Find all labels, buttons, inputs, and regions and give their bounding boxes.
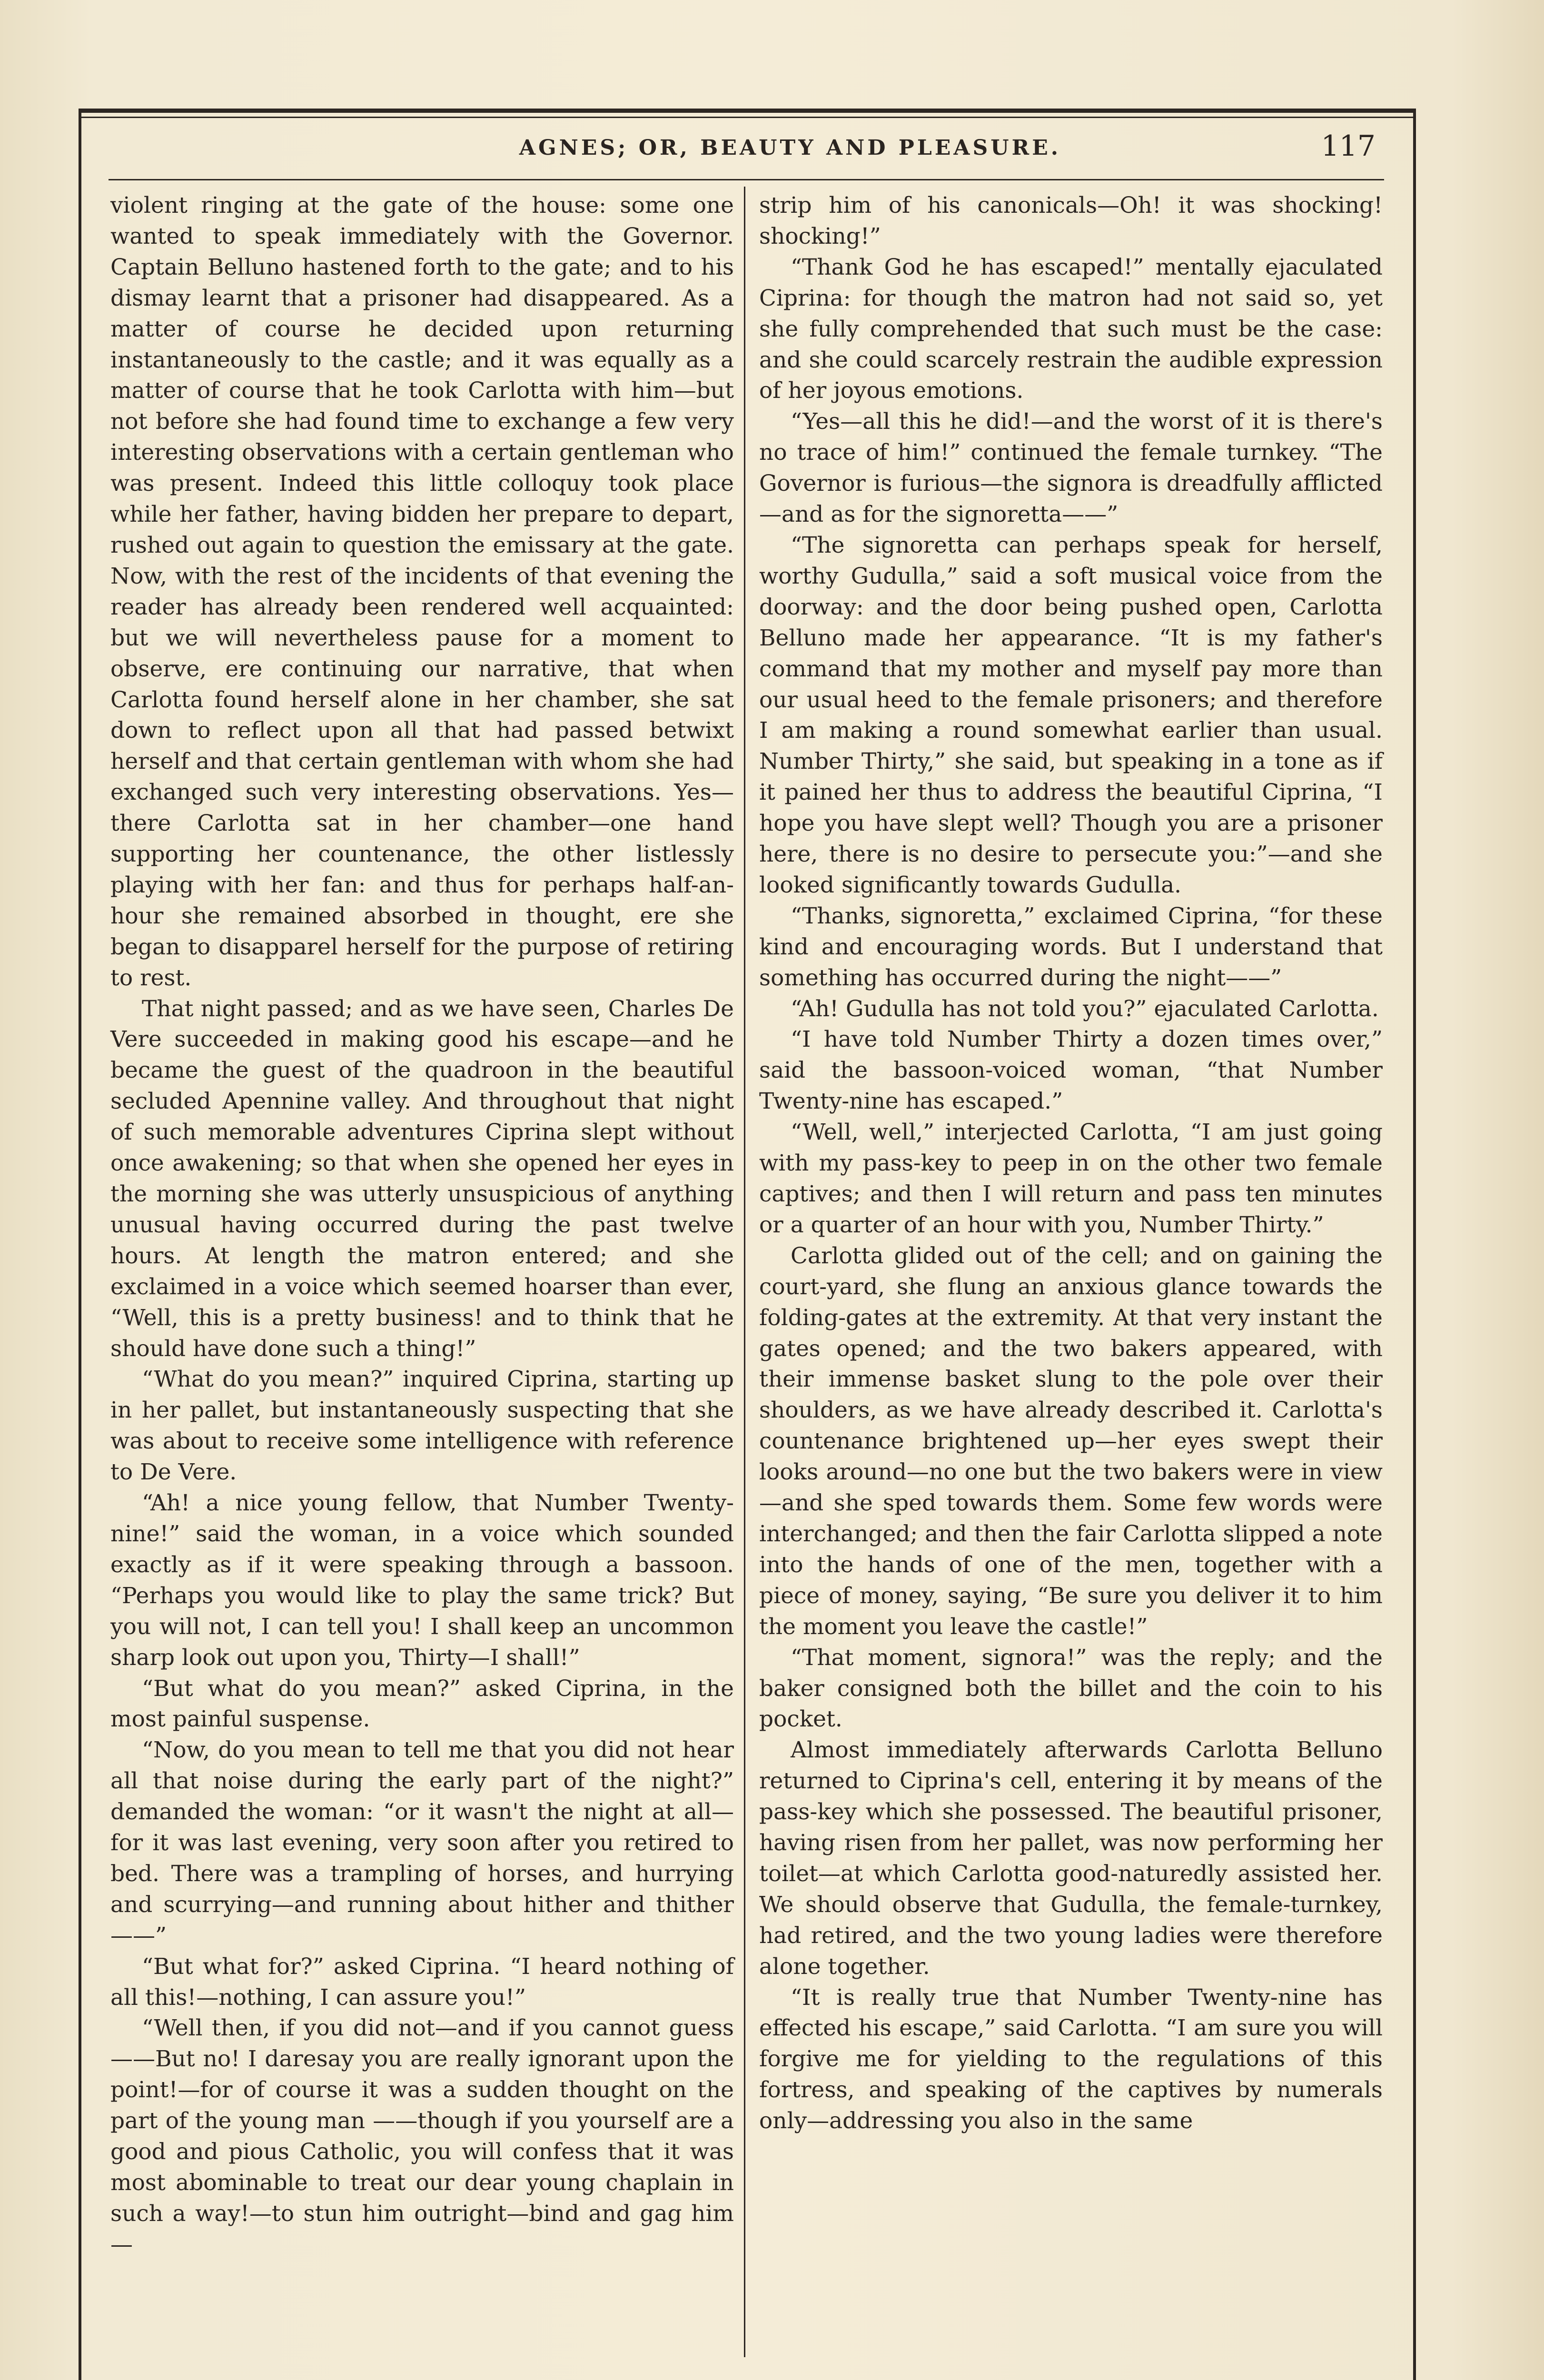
left-text-column (110, 190, 734, 2261)
paragraph: Carlotta glided out of the cell; and on gaining the court-yard, she flung an anxious glance towards the folding-gates at the extremity. At that very instant the gates opened; and the two bakers appeared, with their immense basket slung to the pole over their shoulders, as we have already described it. Carlotta's countenance brightened up—her eyes swept their looks around—no one but the two bakers were in view—and she sped towards them. Some few words were interchanged; and then the fair Carlotta slipped a note into the hands of one of the men, together with a piece of money, saying, “Be sure you deliver it to him the moment you leave the castle!” (759, 1242, 1383, 1640)
paragraph: “That moment, signora!” was the reply; and the baker consigned both the billet and the coin to his pocket. (759, 1644, 1383, 1733)
header-rule (109, 179, 1384, 180)
running-title: AGNES; OR, BEAUTY AND PLEASURE. (519, 136, 1061, 160)
paragraph: Almost immediately afterwards Carlotta Belluno returned to Ciprina's cell, entering it by means of the pass-key which she possessed. The beautiful prisoner, having risen from her pallet, was now performing her toilet—at which Carlotta good-naturedly assisted her. We should observe that Gudulla, the female-turnkey, had retired, and the two young ladies were therefore alone together. (759, 1737, 1383, 1980)
paragraph: “It is really true that Number Twenty-nine has effected his escape,” said Carlotta. “I am sure you will forgive me for yielding to the regulations of this fortress, and speaking of the captives by numerals only—addressing you also in the same (759, 1984, 1383, 2134)
paragraph: “Ah! a nice young fellow, that Number Twenty-nine!” said the woman, in a voice which sounded exactly as if it were speaking through a bassoon. “Perhaps you would like to play the same trick? But you will not, I can tell you! I shall keep an uncommon sharp look out upon you, Thirty—I shall!” (110, 1490, 734, 1671)
paragraph: “Well then, if you did not—and if you cannot guess——But no! I daresay you are really ignorant upon the point!—for of course it was a sudden thought on the part of the young man ——though if you yourself are a good and pious Catholic, you will confess that it was most abominable to treat our dear young chaplain in such a way!—to stun him outright—bind and gag him— (110, 2015, 734, 2258)
paragraph: violent ringing at the gate of the house: some one wanted to speak immediately with the Governor. Captain Belluno hastened forth to the gate; and to his dismay learnt that a prisoner had disappeared. As a matter of course he decided upon returning instantaneously to the castle; and it was equally as a matter of course that he took Carlotta with him—but not before she had found time to exchange a few very interesting observations with a certain gentleman who was present. Indeed this little colloquy took place while her father, having bidden her prepare to depart, rushed out again to question the emissary at the gate. Now, with the rest of the incidents of that evening the reader has already been rendered well acquainted: but we will nevertheless pause for a moment to observe, ere continuing our narrative, that when Carlotta found herself alone in her chamber, she sat down to reflect upon all that had passed betwixt herself and that certain gentleman with whom she had exchanged such very interesting observations. Yes—there Carlotta sat in her chamber—one hand supporting her countenance, the other listlessly playing with her fan: and thus for perhaps half-an-hour she remained absorbed in thought, ere she began to disapparel herself for the purpose of retiring to rest. (110, 192, 734, 991)
column-divider (744, 187, 745, 2357)
paragraph: “Now, do you mean to tell me that you did not hear all that noise during the early part of the night?” demanded the woman: “or it wasn't the night at all—for it was last evening, very soon after you retired to bed. There was a trampling of horses, and hurrying and scurrying—and running about hither and thither——” (110, 1737, 734, 1949)
paragraph: “Yes—all this he did!—and the worst of it is there's no trace of him!” continued the female turnkey. “The Governor is furious—the signora is dreadfully afflicted—and as for the signoretta——” (759, 408, 1383, 528)
right-text-column (759, 190, 1383, 2137)
paragraph: “I have told Number Thirty a dozen times over,” said the bassoon-voiced woman, “that Number Twenty-nine has escaped.” (759, 1026, 1383, 1115)
paragraph: “But what do you mean?” asked Ciprina, in the most painful suspense. (110, 1675, 734, 1733)
right-border-rule (1413, 109, 1416, 2380)
paragraph: “Thank God he has escaped!” mentally ejaculated Ciprina: for though the matron had not said so, yet she fully comprehended that such must be the case: and she could scarcely restrain the audible expression of her joyous emotions. (759, 254, 1383, 404)
paragraph: strip him of his canonicals—Oh! it was shocking! shocking!” (759, 192, 1383, 249)
left-border-rule (79, 109, 81, 2380)
paragraph: “Thanks, signoretta,” exclaimed Ciprina, “for these kind and encouraging words. But I understand that something has occurred during the night——” (759, 902, 1383, 991)
top-border-rule (79, 109, 1416, 113)
paragraph: “What do you mean?” inquired Ciprina, starting up in her pallet, but instantaneously suspecting that she was about to receive some intelligence with reference to De Vere. (110, 1366, 734, 1486)
page-number: 117 (1321, 129, 1376, 163)
top-border-rule-thin (79, 117, 1416, 118)
paragraph: “Well, well,” interjected Carlotta, “I am just going with my pass-key to peep in on the other two female captives; and then I will return and pass ten minutes or a quarter of an hour with you, Number Thirty.” (759, 1119, 1383, 1238)
paragraph: “But what for?” asked Ciprina. “I heard nothing of all this!—nothing, I can assure you!” (110, 1953, 734, 2011)
paragraph: That night passed; and as we have seen, Charles De Vere succeeded in making good his escape—and he became the guest of the quadroon in the beautiful secluded Apennine valley. And throughout that night of such memorable adventures Ciprina slept without once awakening; so that when she opened her eyes in the morning she was utterly unsuspicious of anything unusual having occurred during the past twelve hours. At length the matron entered; and she exclaimed in a voice which seemed hoarser than ever, “Well, this is a pretty business! and to think that he should have done such a thing!” (110, 995, 734, 1362)
paragraph: “The signoretta can perhaps speak for herself, worthy Gudulla,” said a soft musical voice from the doorway: and the door being pushed open, Carlotta Belluno made her appearance. “It is my father's command that my mother and myself pay more than our usual heed to the female prisoners; and therefore I am making a round somewhat earlier than usual. Number Thirty,” she said, but speaking in a tone as if it pained her thus to address the beautiful Ciprina, “I hope you have slept well? Though you are a prisoner here, there is no desire to persecute you:”—and she looked significantly towards Gudulla. (759, 532, 1383, 898)
paragraph: “Ah! Gudulla has not told you?” ejaculated Carlotta. (791, 995, 1379, 1022)
